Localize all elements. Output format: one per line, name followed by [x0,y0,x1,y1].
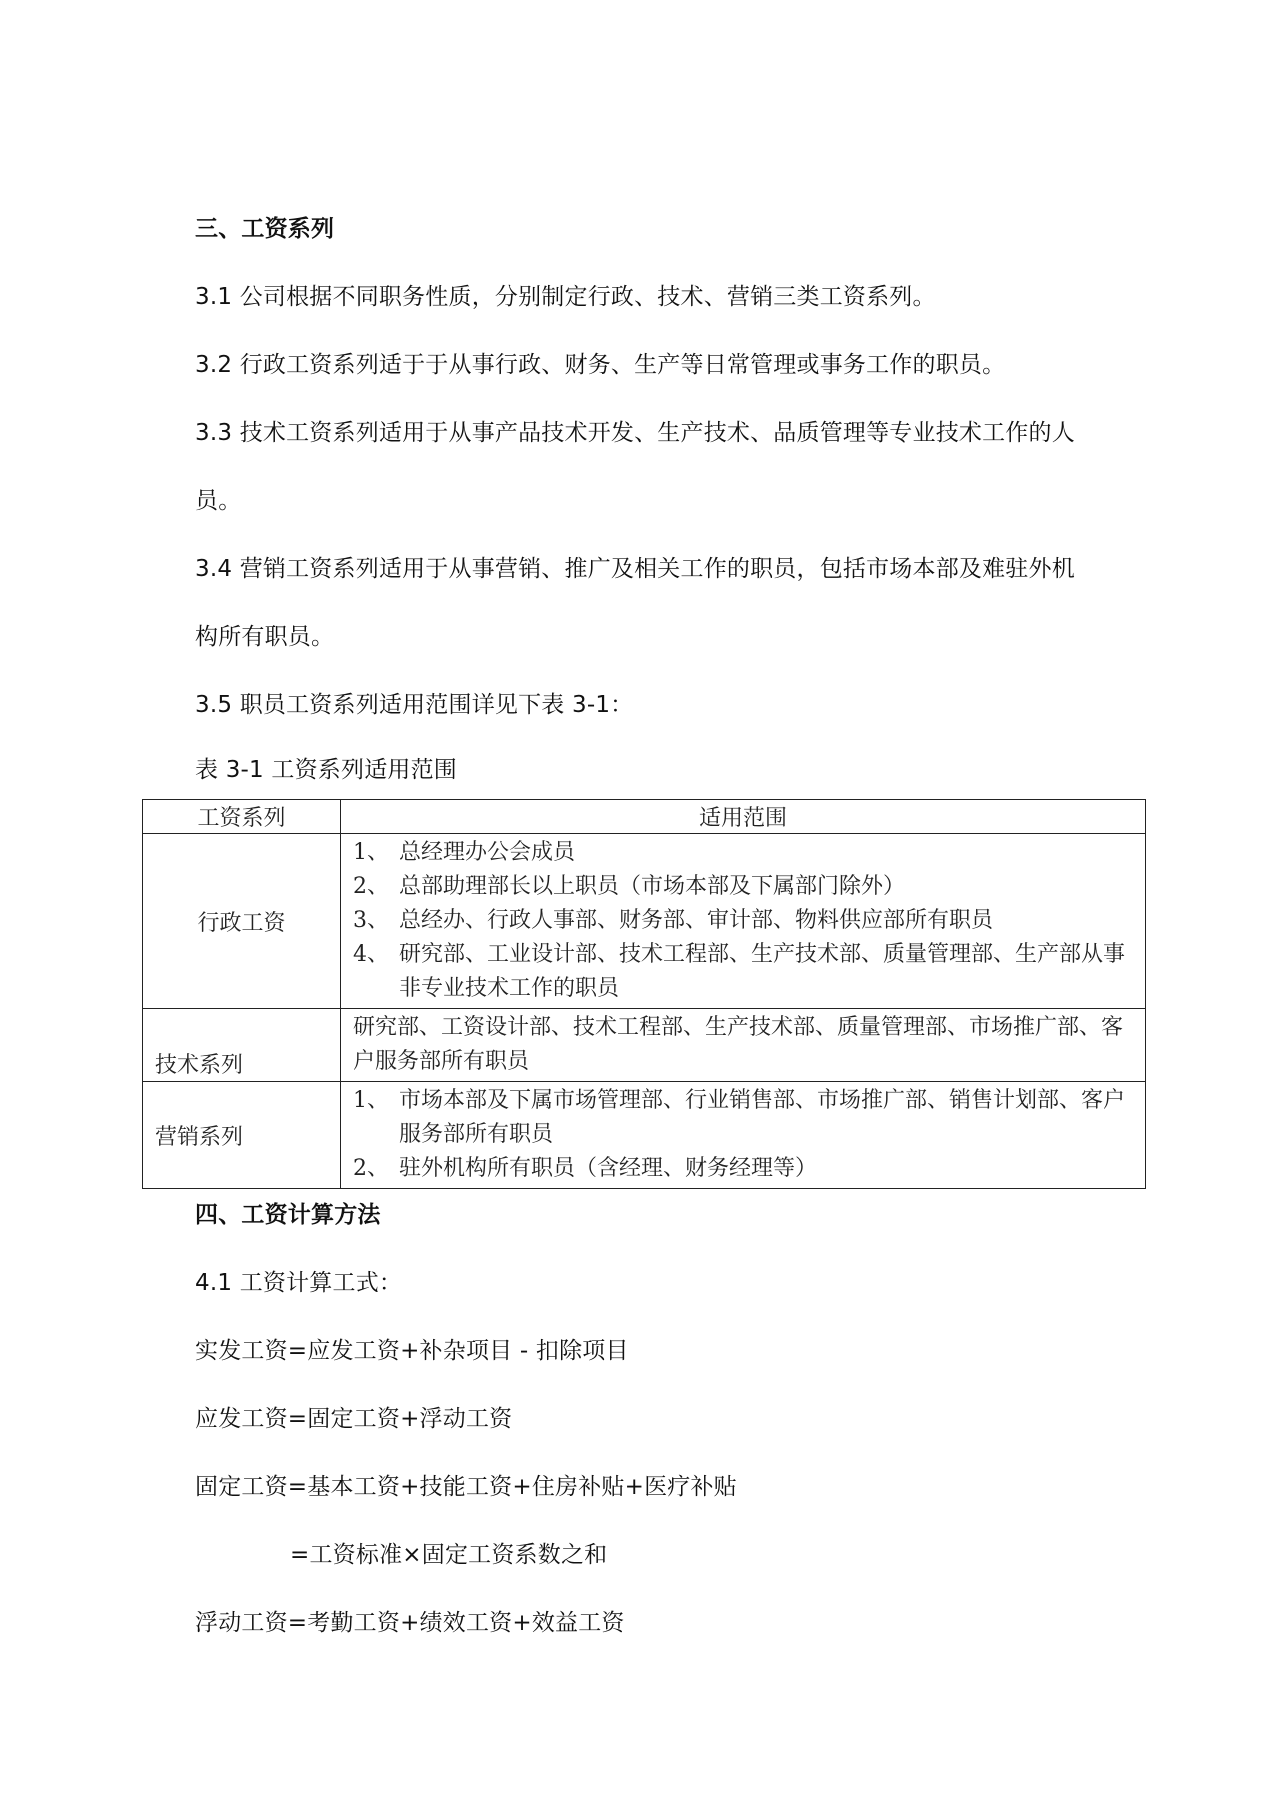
paragraph-3-2: 3.2 行政工资系列适于于从事行政、财务、生产等日常管理或事务工作的职员。 [195,352,1006,378]
formula-fixed-pay-alt: =工资标准×固定工资系数之和 [290,1542,608,1568]
paragraph-4-1: 4.1 工资计算工式： [195,1270,403,1296]
item-text: 市场本部及下属市场管理部、行业销售部、市场推广部、销售计划部、客户服务部所有职员 [399,1088,1126,1147]
list-item [353,1152,1137,1186]
item-number: 1、 [353,1088,389,1113]
paragraph-3-4-line-2: 构所有职员。 [195,624,335,650]
formula-gross-pay: 应发工资=固定工资+浮动工资 [195,1406,513,1432]
list-item [353,904,1137,938]
category-admin: 行政工资 [143,834,341,1009]
formula-net-pay: 实发工资=应发工资+补杂项目 - 扣除项目 [195,1338,629,1364]
item-number: 2、 [353,1156,389,1181]
item-number: 1、 [353,840,389,865]
salary-series-table [142,799,1146,1189]
section-3-heading: 三、工资系列 [195,216,335,242]
scope-sales [341,1082,1146,1189]
paragraph-3-4-line-1: 3.4 营销工资系列适用于从事营销、推广及相关工作的职员，包括市场本部及难驻外机 [195,556,1075,582]
table-header-row [143,800,1146,834]
list-item [353,870,1137,904]
paragraph-3-3-line-2: 员。 [195,488,242,514]
header-series: 工资系列 [143,800,341,834]
item-text: 总部助理部长以上职员（市场本部及下属部门除外） [399,874,906,899]
paragraph-3-3-line-1: 3.3 技术工资系列适用于从事产品技术开发、生产技术、品质管理等专业技术工作的人 [195,420,1075,446]
formula-floating-pay: 浮动工资=考勤工资+绩效工资+效益工资 [195,1610,625,1636]
item-text: 总经理办公会成员 [399,840,576,865]
scope-tech: 研究部、工资设计部、技术工程部、生产技术部、质量管理部、市场推广部、客户服务部所有职员 [341,1009,1146,1082]
category-sales: 营销系列 [143,1082,341,1189]
item-number: 2、 [353,874,389,899]
table-caption: 表 3-1 工资系列适用范围 [195,757,457,783]
table-row [143,834,1146,1009]
formula-fixed-pay: 固定工资=基本工资+技能工资+住房补贴+医疗补贴 [195,1474,737,1500]
list-item [353,1084,1137,1152]
table-row [143,1082,1146,1189]
section-4-heading: 四、工资计算方法 [195,1202,381,1228]
scope-admin [341,834,1146,1009]
list-item [353,836,1137,870]
item-text: 总经办、行政人事部、财务部、审计部、物料供应部所有职员 [399,908,994,933]
header-scope: 适用范围 [341,800,1146,834]
paragraph-3-5: 3.5 职员工资系列适用范围详见下表 3-1： [195,692,634,718]
item-number: 4、 [353,942,389,967]
paragraph-3-1: 3.1 公司根据不同职务性质，分别制定行政、技术、营销三类工资系列。 [195,284,936,310]
table-row [143,1009,1146,1082]
list-item [353,938,1137,1006]
category-tech: 技术系列 [143,1009,341,1082]
item-text: 驻外机构所有职员（含经理、财务经理等） [399,1156,818,1181]
item-text: 研究部、工业设计部、技术工程部、生产技术部、质量管理部、生产部从事非专业技术工作的职员 [399,942,1126,1001]
item-number: 3、 [353,908,389,933]
